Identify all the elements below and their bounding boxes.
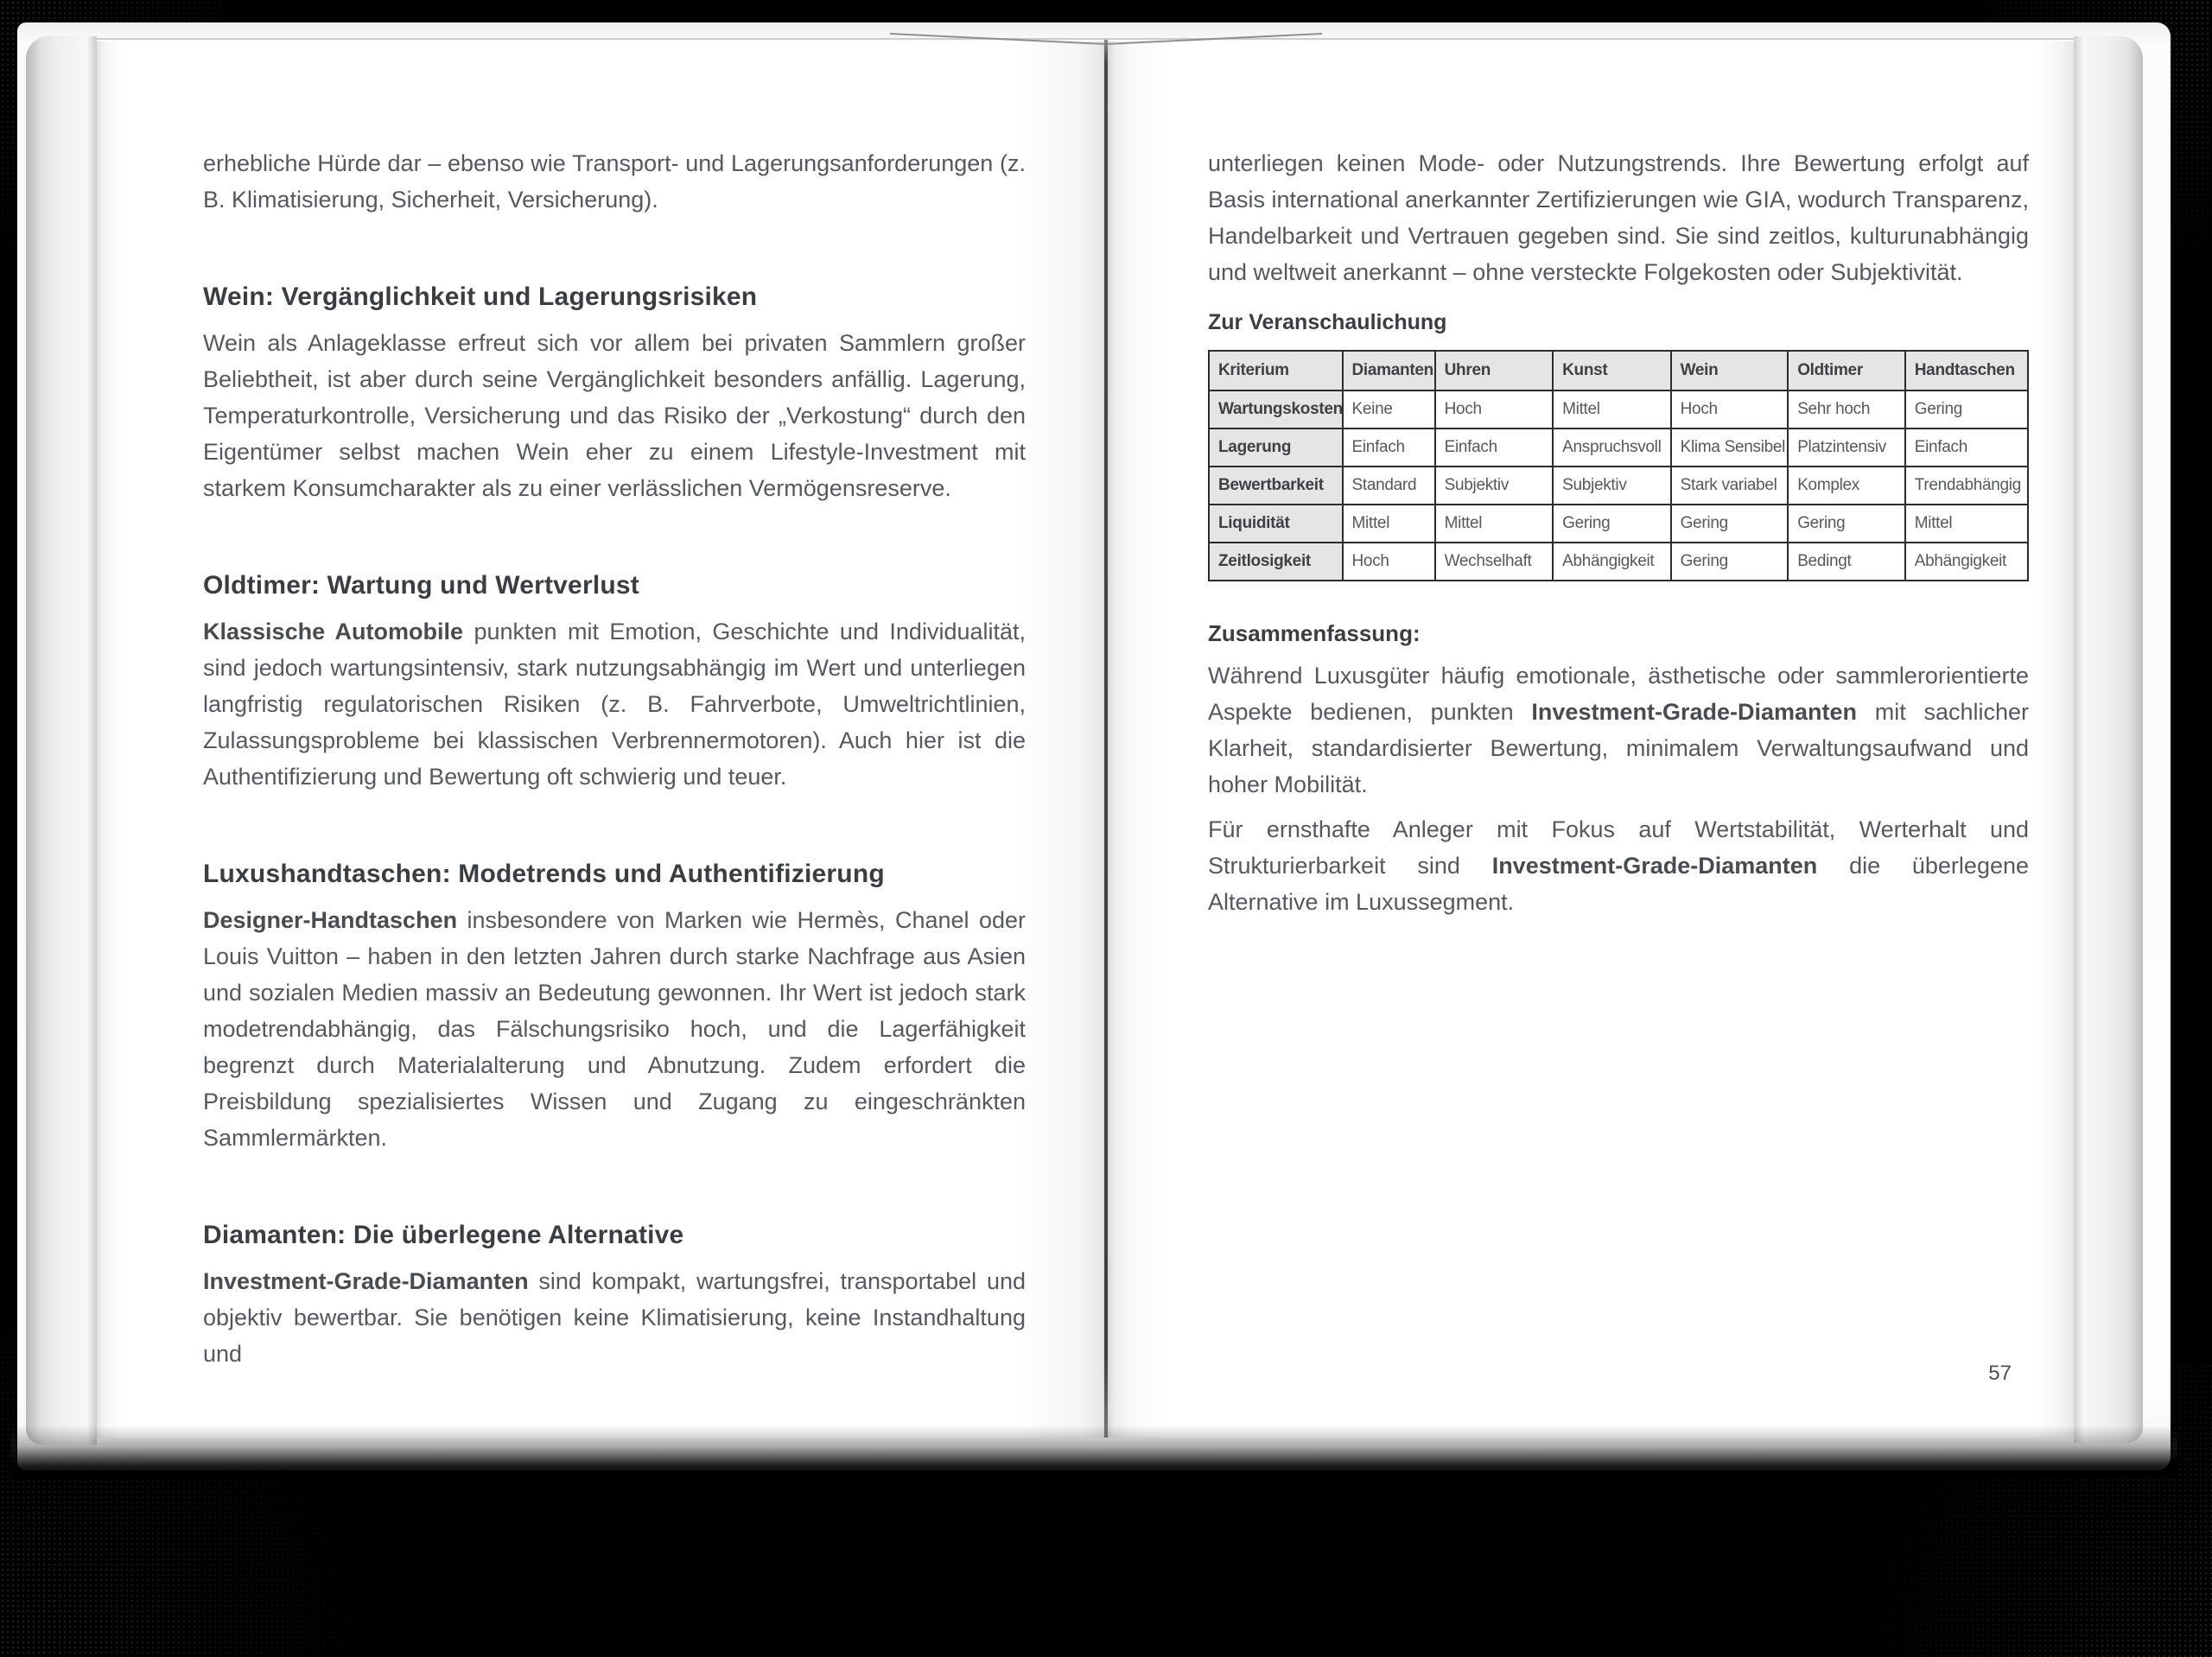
table-header-cell: Oldtimer [1788,351,1905,390]
table-cell: Subjektiv [1435,467,1554,505]
table-row [1209,390,2028,429]
table-cell: Mittel [1435,505,1554,543]
table-row-label: Lagerung [1209,429,1343,467]
comparison-table-head-row [1209,351,2028,390]
table-header-cell: Handtaschen [1905,351,2028,390]
paragraph-text: Für ernsthafte Anleger mit Fokus auf Wertstabilität, Werterhalt und Strukturierbarkeit sind [1208,816,2029,879]
table-row-label: Bewertbarkeit [1209,467,1343,505]
section-heading-handtaschen: Luxushandtaschen: Modetrends und Authentifizierung [203,860,885,888]
table-cell: Gering [1905,390,2028,429]
summary-heading: Zusammenfassung: [1208,620,1421,646]
table-cell: Hoch [1343,543,1435,581]
table-cell: Bedingt [1788,543,1905,581]
table-cell: Mittel [1905,505,2028,543]
left-page-text [203,145,1026,1372]
book-bottom-shadow [10,1425,2177,1477]
table-cell: Gering [1788,505,1905,543]
table-header-cell: Diamanten [1343,351,1435,390]
paragraph-text: insbesondere von Marken wie Hermès, Chanel oder Louis Vuitton – haben in den letzten Jahren durch starke Nachfrage aus Asien und sozialen Medien massiv an Bedeutung gewonnen. Ihr Wert ist jedoch stark modetrendabhängig, das Fälschungsrisiko hoch, und die Lagerfähigkeit begrenzt durch Materialalterung und Abnutzung. Zudem erfordert die Preisbildung spezialisiertes Wissen und Zugang zu eingeschränkten Sammlermärkten. [203,907,1026,1151]
paragraph-text: punkten mit Emotion, Geschichte und Individualität, sind jedoch wartungsintensiv, stark nutzungsabhängig im Wert und unterliegen langfristig regulatorischen Risiken (z. B. Fahrverbote, Umweltrichtlinien, Zulassungsprobleme bei klassischen Verbrennermotoren). Auch hier ist die Authentifizierung und Bewertung oft schwierig und teuer. [203,619,1027,790]
paragraph-continuation: unterliegen keinen Mode- oder Nutzungstrends. Ihre Bewertung erfolgt auf Basis international anerkannter Zertifizierungen wie GIA, wodurch Transparenz, Handelbarkeit und Vertrauen gegeben sind. Sie sind zeitlos, kulturunabhängig und weltweit anerkannt – ohne versteckte Folgekosten oder Subjektivität. [1208,150,2029,285]
paragraph-text: die überlegene Alternative im Luxussegment. [1208,853,2030,915]
section-heading-wein: Wein: Vergänglichkeit und Lagerungsrisiken [203,283,758,311]
paragraph-text: sind kompakt, wartungsfrei, transportabel und objektiv bewertbar. Sie benötigen keine Klimatisierung, keine Instandhaltung und [203,1268,1026,1367]
paragraph-continuation: erhebliche Hürde dar – ebenso wie Transport- und Lagerungsanforderungen (z. B. Klimatisierung, Sicherheit, Versicherung). [203,150,1026,213]
table-cell: Einfach [1905,429,2028,467]
table-header-cell: Kriterium [1209,351,1343,390]
table-cell: Stark variabel [1671,467,1789,505]
table-row [1209,543,2028,581]
table-header-cell: Kunst [1553,351,1671,390]
section-heading-diamanten: Diamanten: Die überlegene Alternative [203,1221,684,1249]
table-cell: Keine [1343,390,1435,429]
table-cell: Komplex [1788,467,1905,505]
table-row [1209,429,2028,467]
table-cell: Mittel [1553,390,1671,429]
table-title: Zur Veranschaulichung [1208,310,1447,334]
table-cell: Einfach [1343,429,1435,467]
table-row [1209,505,2028,543]
table-row [1209,467,2028,505]
table-cell: Gering [1671,543,1789,581]
table-cell: Wechselhaft [1435,543,1554,581]
table-cell: Gering [1671,505,1789,543]
table-cell: Platzintensiv [1788,429,1905,467]
table-cell: Trendabhängig [1905,467,2028,505]
page-stack-right-edge [2074,36,2143,1443]
page-number: 57 [1988,1362,2012,1385]
summary-paragraph-1 [1208,657,2029,803]
table-cell: Sehr hoch [1788,390,1905,429]
table-cell: Klima Sensibel [1671,429,1789,467]
bold-lead: Klassische Automobile [203,619,464,644]
right-page-text [1208,145,2029,920]
paragraph-text: Wein als Anlageklasse erfreut sich vor allem bei privaten Sammlern großer Beliebtheit, ist aber durch seine Vergänglichkeit besonders anfällig. Lagerung, Temperaturkontrolle, Versicherung und das Risiko der „Verkostung“ durch den Eigentümer selbst machen Wein eher zu einem Lifestyle-Investment mit starkem Konsumcharakter als zu einer verlässlichen Vermögensreserve. [203,330,1026,501]
table-cell: Einfach [1435,429,1554,467]
table-cell: Subjektiv [1553,467,1671,505]
paragraph-wein [203,325,1026,506]
table-header-cell: Wein [1671,351,1789,390]
table-row-label: Liquidität [1209,505,1343,543]
summary-paragraph-2 [1208,811,2029,920]
table-cell: Abhängigkeit [1553,543,1671,581]
table-cell: Gering [1553,505,1671,543]
table-cell: Hoch [1435,390,1554,429]
paragraph-handtaschen [203,902,1026,1156]
section-heading-oldtimer: Oldtimer: Wartung und Wertverlust [203,571,639,600]
paragraph-text: Während Luxusgüter häufig emotionale, ästhetische oder sammlerorientierte Aspekte bedienen, punkten [1208,663,2029,725]
paragraph-diamanten [203,1263,1026,1372]
page-stack-left-edge [26,36,97,1444]
table-header-cell: Uhren [1435,351,1554,390]
table-cell: Hoch [1671,390,1789,429]
table-cell: Mittel [1343,505,1435,543]
table-cell: Anspruchsvoll [1553,429,1671,467]
table-cell: Abhängigkeit [1905,543,2028,581]
bold-lead: Designer-Handtaschen [203,907,458,933]
bold-lead: Investment-Grade-Diamanten [203,1268,529,1294]
book-gutter [1104,40,1108,1438]
table-cell: Standard [1343,467,1435,505]
bold-phrase: Investment-Grade-Diamanten [1531,699,1858,725]
table-row-label: Wartungskosten [1209,390,1343,429]
comparison-table-body [1209,390,2028,581]
paragraph-text: mit sachlicher Klarheit, standardisierter Bewertung, minimalem Verwaltungsaufwand und hoher Mobilität. [1208,699,2029,797]
comparison-table [1208,350,2029,581]
bold-phrase: Investment-Grade-Diamanten [1491,853,1818,879]
paragraph-oldtimer [203,613,1026,795]
table-row-label: Zeitlosigkeit [1209,543,1343,581]
